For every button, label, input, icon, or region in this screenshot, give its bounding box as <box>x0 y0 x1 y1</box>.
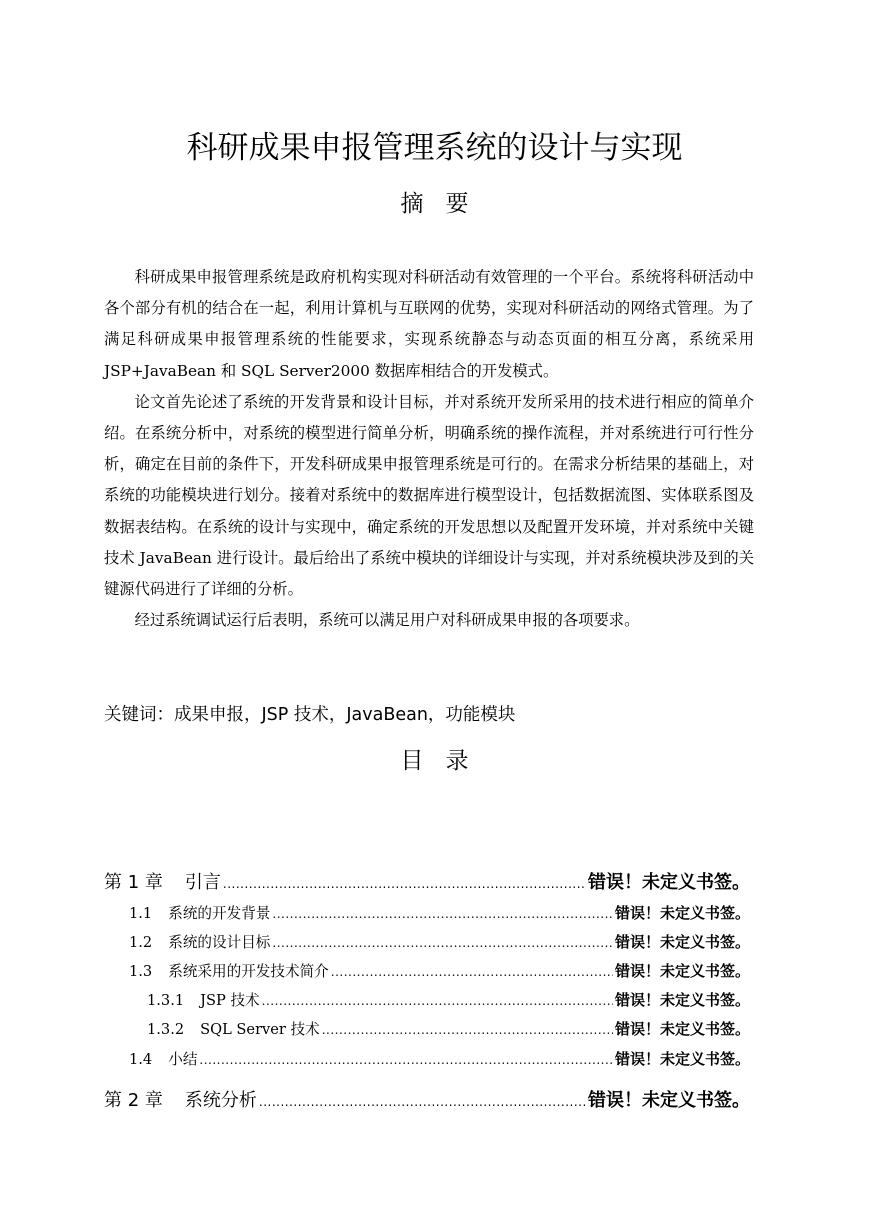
toc-entry-1-4[interactable] <box>129 1048 750 1069</box>
toc-entry-number: 1.3.2 <box>147 1021 185 1038</box>
toc-entry-number: 1.1 <box>129 905 153 922</box>
toc-entry-number: 1.3 <box>129 963 153 980</box>
toc-leader-dots <box>331 965 613 979</box>
toc-entry-1-3-1[interactable] <box>147 989 750 1010</box>
toc-entry-title: 系统的设计目标 <box>168 934 271 951</box>
toc-entry-1-3-2[interactable] <box>147 1018 750 1039</box>
toc-entry-title: 系统的开发背景 <box>168 905 271 922</box>
toc-entry-title: 小结 <box>168 1051 198 1068</box>
toc-entry-page: 错误！未定义书签。 <box>588 872 750 893</box>
toc-entry-number: 1.3.1 <box>147 992 185 1009</box>
toc-leader-dots <box>272 936 613 950</box>
abstract-paragraph: 经过系统调试运行后表明，系统可以满足用户对科研成果申报的各项要求。 <box>134 611 640 630</box>
toc-leader-dots <box>259 1095 586 1109</box>
toc-entry-title: JSP 技术 <box>200 992 260 1009</box>
toc-entry-page: 错误！未定义书签。 <box>614 1020 750 1038</box>
toc-entry-1-3[interactable] <box>129 960 750 981</box>
toc-entry-1-1[interactable] <box>129 902 750 923</box>
keywords-line: 关键词：成果申报，JSP 技术，JavaBean，功能模块 <box>104 705 516 725</box>
toc-leader-dots <box>223 877 586 891</box>
toc-entry-chapter-1[interactable] <box>104 868 750 894</box>
toc-heading: 目录 <box>400 748 491 774</box>
abstract-heading: 摘要 <box>400 191 491 217</box>
toc-entry-page: 错误！未定义书签。 <box>588 1090 750 1111</box>
toc-entry-1-2[interactable] <box>129 931 750 952</box>
toc-leader-dots <box>272 907 613 921</box>
document-title: 科研成果申报管理系统的设计与实现 <box>186 130 683 166</box>
toc-entry-title: 引言 <box>184 872 221 893</box>
toc-entry-title: 系统分析 <box>184 1090 257 1111</box>
toc-entry-title: 系统采用的开发技术简介 <box>168 963 329 980</box>
toc-entry-chapter-2[interactable] <box>104 1086 750 1112</box>
toc-entry-page: 错误！未定义书签。 <box>614 933 750 951</box>
toc-leader-dots <box>262 994 613 1008</box>
toc-entry-number: 第 2 章 <box>104 1090 163 1111</box>
toc-entry-title: SQL Server 技术 <box>200 1021 320 1038</box>
abstract-paragraph: 科研成果申报管理系统是政府机构实现对科研活动有效管理的一个平台。系统将科研活动中各个部分有机的结合在一起，利用计算机与互联网的优势，实现对科研活动的网络式管理。为了满足科研成果申报管理系统的性能要求，实现系统静态与动态页面的相互分离，系统采用 JSP+JavaBean 和 SQL Server2000 数据库相结合的开发模式。 <box>104 268 754 380</box>
toc-entry-number: 1.4 <box>129 1051 153 1068</box>
toc-entry-page: 错误！未定义书签。 <box>614 991 750 1009</box>
toc-entry-number: 1.2 <box>129 934 153 951</box>
toc-entry-number: 第 1 章 <box>104 872 163 893</box>
abstract-paragraph: 论文首先论述了系统的开发背景和设计目标，并对系统开发所采用的技术进行相应的简单介绍。在系统分析中，对系统的模型进行简单分析，明确系统的操作流程，并对系统进行可行性分析，确定在目前的条件下，开发科研成果申报管理系统是可行的。在需求分析结果的基础上，对系统的功能模块进行划分。接着对系统中的数据库进行模型设计，包括数据流图、实体联系图及数据表结构。在系统的设计与实现中，确定系统的开发思想以及配置开发环境，并对系统中关键技术 JavaBean 进行设计。最后给出了系统中模块的详细设计与实现，并对系统模块涉及到的关键源代码进行了详细的分析。 <box>104 392 754 599</box>
toc-entry-page: 错误！未定义书签。 <box>614 1050 750 1068</box>
toc-leader-dots <box>199 1053 613 1067</box>
toc-entry-page: 错误！未定义书签。 <box>614 904 750 922</box>
toc-leader-dots <box>322 1023 613 1037</box>
toc-entry-page: 错误！未定义书签。 <box>614 962 750 980</box>
